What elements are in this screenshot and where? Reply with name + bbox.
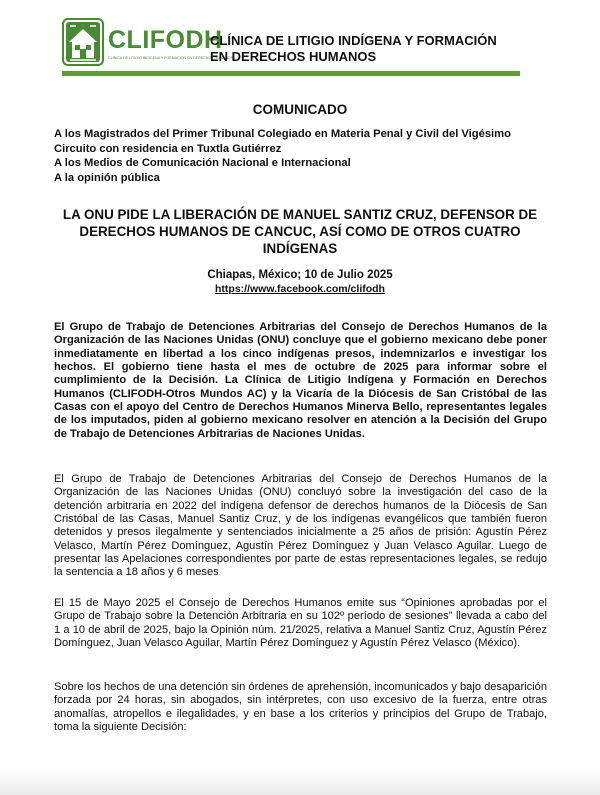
page-bottom-edge (0, 770, 600, 795)
place-date: Chiapas, México; 10 de Julio 2025 (207, 269, 393, 281)
recipient-line: A los Magistrados del Primer Tribunal Colegiado en Materia Penal y Civil del Vigésimo Circuito con residencia en Tuxtla Gutiérrez (54, 128, 511, 155)
document-title: COMUNICADO (252, 102, 348, 117)
body-paragraph: El Grupo de Trabajo de Detenciones Arbitrarias del Consejo de Derechos Humanos de la Organización de las Naciones Unidas (ONU) concluyó sobre la investigación del caso de la detención arbitraria en 2022 del indígena defensor de derechos humanos de la Diócesis de San Cristóbal de las Casas, Manuel Santiz Cruz, y de los indígenas evangélicos que también fueron detenidos y presos ilegalmente y sentenciados inicialmente a 25 años de prisión: Agustín Pérez Velasco, Martín Pérez Domínguez, Agustín Pérez Domínguez y Juan Velasco Aguilar. Luego de presentar las Apelaciones correspondientes por parte de estas representaciones legales, se redujo la sentencia a 18 años y 6 meses (54, 473, 547, 579)
body-paragraph: El 15 de Mayo 2025 el Consejo de Derechos Humanos emite sus “Opiniones aprobadas por el Grupo de Trabajo sobre la Detención Arbitraria en su 102º período de sesiones” llevada a cabo del 1 a 10 de abril de 2025, bajo la Opinión núm. 21/2025, relativa a Manuel Santiz Cruz, Agustín Pérez Domínguez, Juan Velasco Aguilar, Martín Pérez Domínguez y Agustín Pérez Velasco (México). (54, 597, 547, 650)
logo-wordmark: CLIFODH (108, 26, 223, 54)
organization-name-line-2: EN DERECHOS HUMANOS (210, 49, 377, 64)
facebook-link[interactable]: https://www.facebook.com/clifodh (215, 283, 385, 295)
recipient-line: A la opinión pública (54, 171, 160, 184)
header-divider (62, 71, 520, 76)
lead-paragraph: El Grupo de Trabajo de Detenciones Arbitrarias del Consejo de Derechos Humanos de la Organización de las Naciones Unidas (ONU) concluye que el gobierno mexicano debe poner inmediatamente en libertad a los cinco indígenas presos, indemnizarlos e investigar los hechos. El gobierno tiene hasta el mes de octubre de 2025 para informar sobre el cumplimiento de la Decisión. La Clínica de Litigio Indígena y Formación en Derechos Humanos (CLIFODH-Otros Mundos AC) y la Vicaría de la Diócesis de San Cristóbal de las Casas con el apoyo del Centro de Derechos Humanos Minerva Bello, representantes legales de los imputados, piden al gobierno mexicano resolver en atención a la Decisión del Grupo de Trabajo de Detenciones Arbitrarias de Naciones Unidas. (54, 321, 547, 440)
recipient-line: A los Medios de Comunicación Nacional e Internacional (54, 157, 351, 169)
body-paragraph: Sobre los hechos de una detención sin órdenes de aprehensión, incomunicados y bajo desaparición forzada por 24 horas, sin abogados, sin intérpretes, con uso excesivo de la fuerza, entre otras anomalías, atropellos e ilegalidades, y en base a los criterios y principios del Grupo de Trabajo, toma la siguiente Decisión: (54, 681, 547, 734)
headline: LA ONU PIDE LA LIBERACIÓN DE MANUEL SANTIZ CRUZ, DEFENSOR DE DERECHOS HUMANOS DE CANCUC, ASÍ COMO DE OTROS CUATRO INDÍGENAS (62, 207, 538, 256)
recipients-block (54, 127, 554, 185)
organization-name-line-1: CLÍNICA DE LITIGIO INDÍGENA Y FORMACIÓN (210, 33, 497, 48)
organization-name (210, 33, 497, 65)
clifodh-logo-icon (62, 18, 104, 66)
logo-subtext: CLÍNICA DE LITIGIO INDÍGENA Y FORMACIÓN EN DERECHOS HUMANOS (108, 56, 233, 60)
